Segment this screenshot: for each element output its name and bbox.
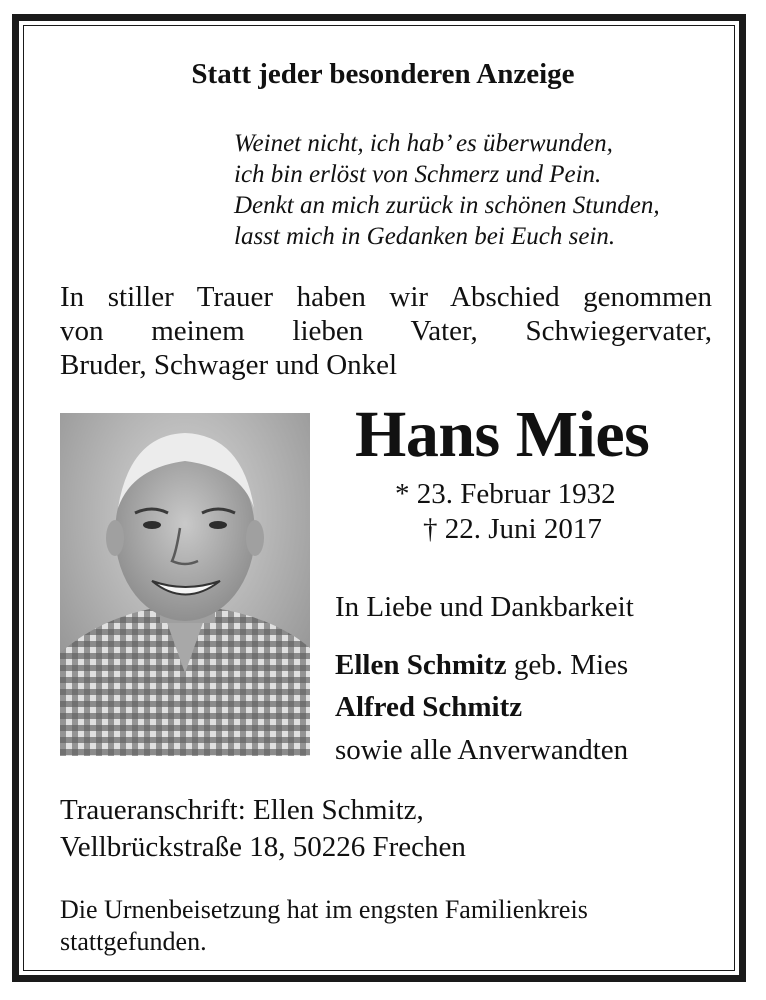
birth-date: * 23. Februar 1932 <box>395 478 616 510</box>
verse-line-2: ich bin erlöst von Schmerz und Pein. <box>234 161 602 188</box>
notice-header: Statt jeder besonderen Anzeige <box>191 58 575 90</box>
verse-line-1: Weinet nicht, ich hab’ es überwunden, <box>234 130 613 157</box>
intro-line-3: Bruder, Schwager und Onkel <box>60 349 398 381</box>
burial-line-1: Die Urnenbeisetzung hat im engsten Familienkreis <box>60 895 588 924</box>
intro-line-1: In stiller Trauer haben wir Abschied genommen <box>60 281 712 313</box>
deceased-name: Hans Mies <box>355 398 650 471</box>
mourner-1-suffix: geb. Mies <box>513 649 629 681</box>
greeting: In Liebe und Dankbarkeit <box>335 591 634 623</box>
mourner-2-name: Alfred Schmitz <box>335 691 523 723</box>
other-mourners: sowie alle Anverwandten <box>335 734 629 766</box>
death-date: † 22. Juni 2017 <box>423 513 602 545</box>
verse-line-3: Denkt an mich zurück in schönen Stunden, <box>234 192 660 219</box>
address-line-2: Vellbrückstraße 18, 50226 Frechen <box>60 831 466 863</box>
intro-line-2: von meinem lieben Vater, Schwiegervater, <box>60 315 712 347</box>
verse-line-4: lasst mich in Gedanken bei Euch sein. <box>234 223 616 250</box>
mourner-1 <box>335 649 628 682</box>
address-line-1: Traueranschrift: Ellen Schmitz, <box>60 794 424 826</box>
burial-line-2: stattgefunden. <box>60 927 207 956</box>
portrait-photo <box>60 413 310 756</box>
mourner-1-name: Ellen Schmitz <box>335 649 507 681</box>
